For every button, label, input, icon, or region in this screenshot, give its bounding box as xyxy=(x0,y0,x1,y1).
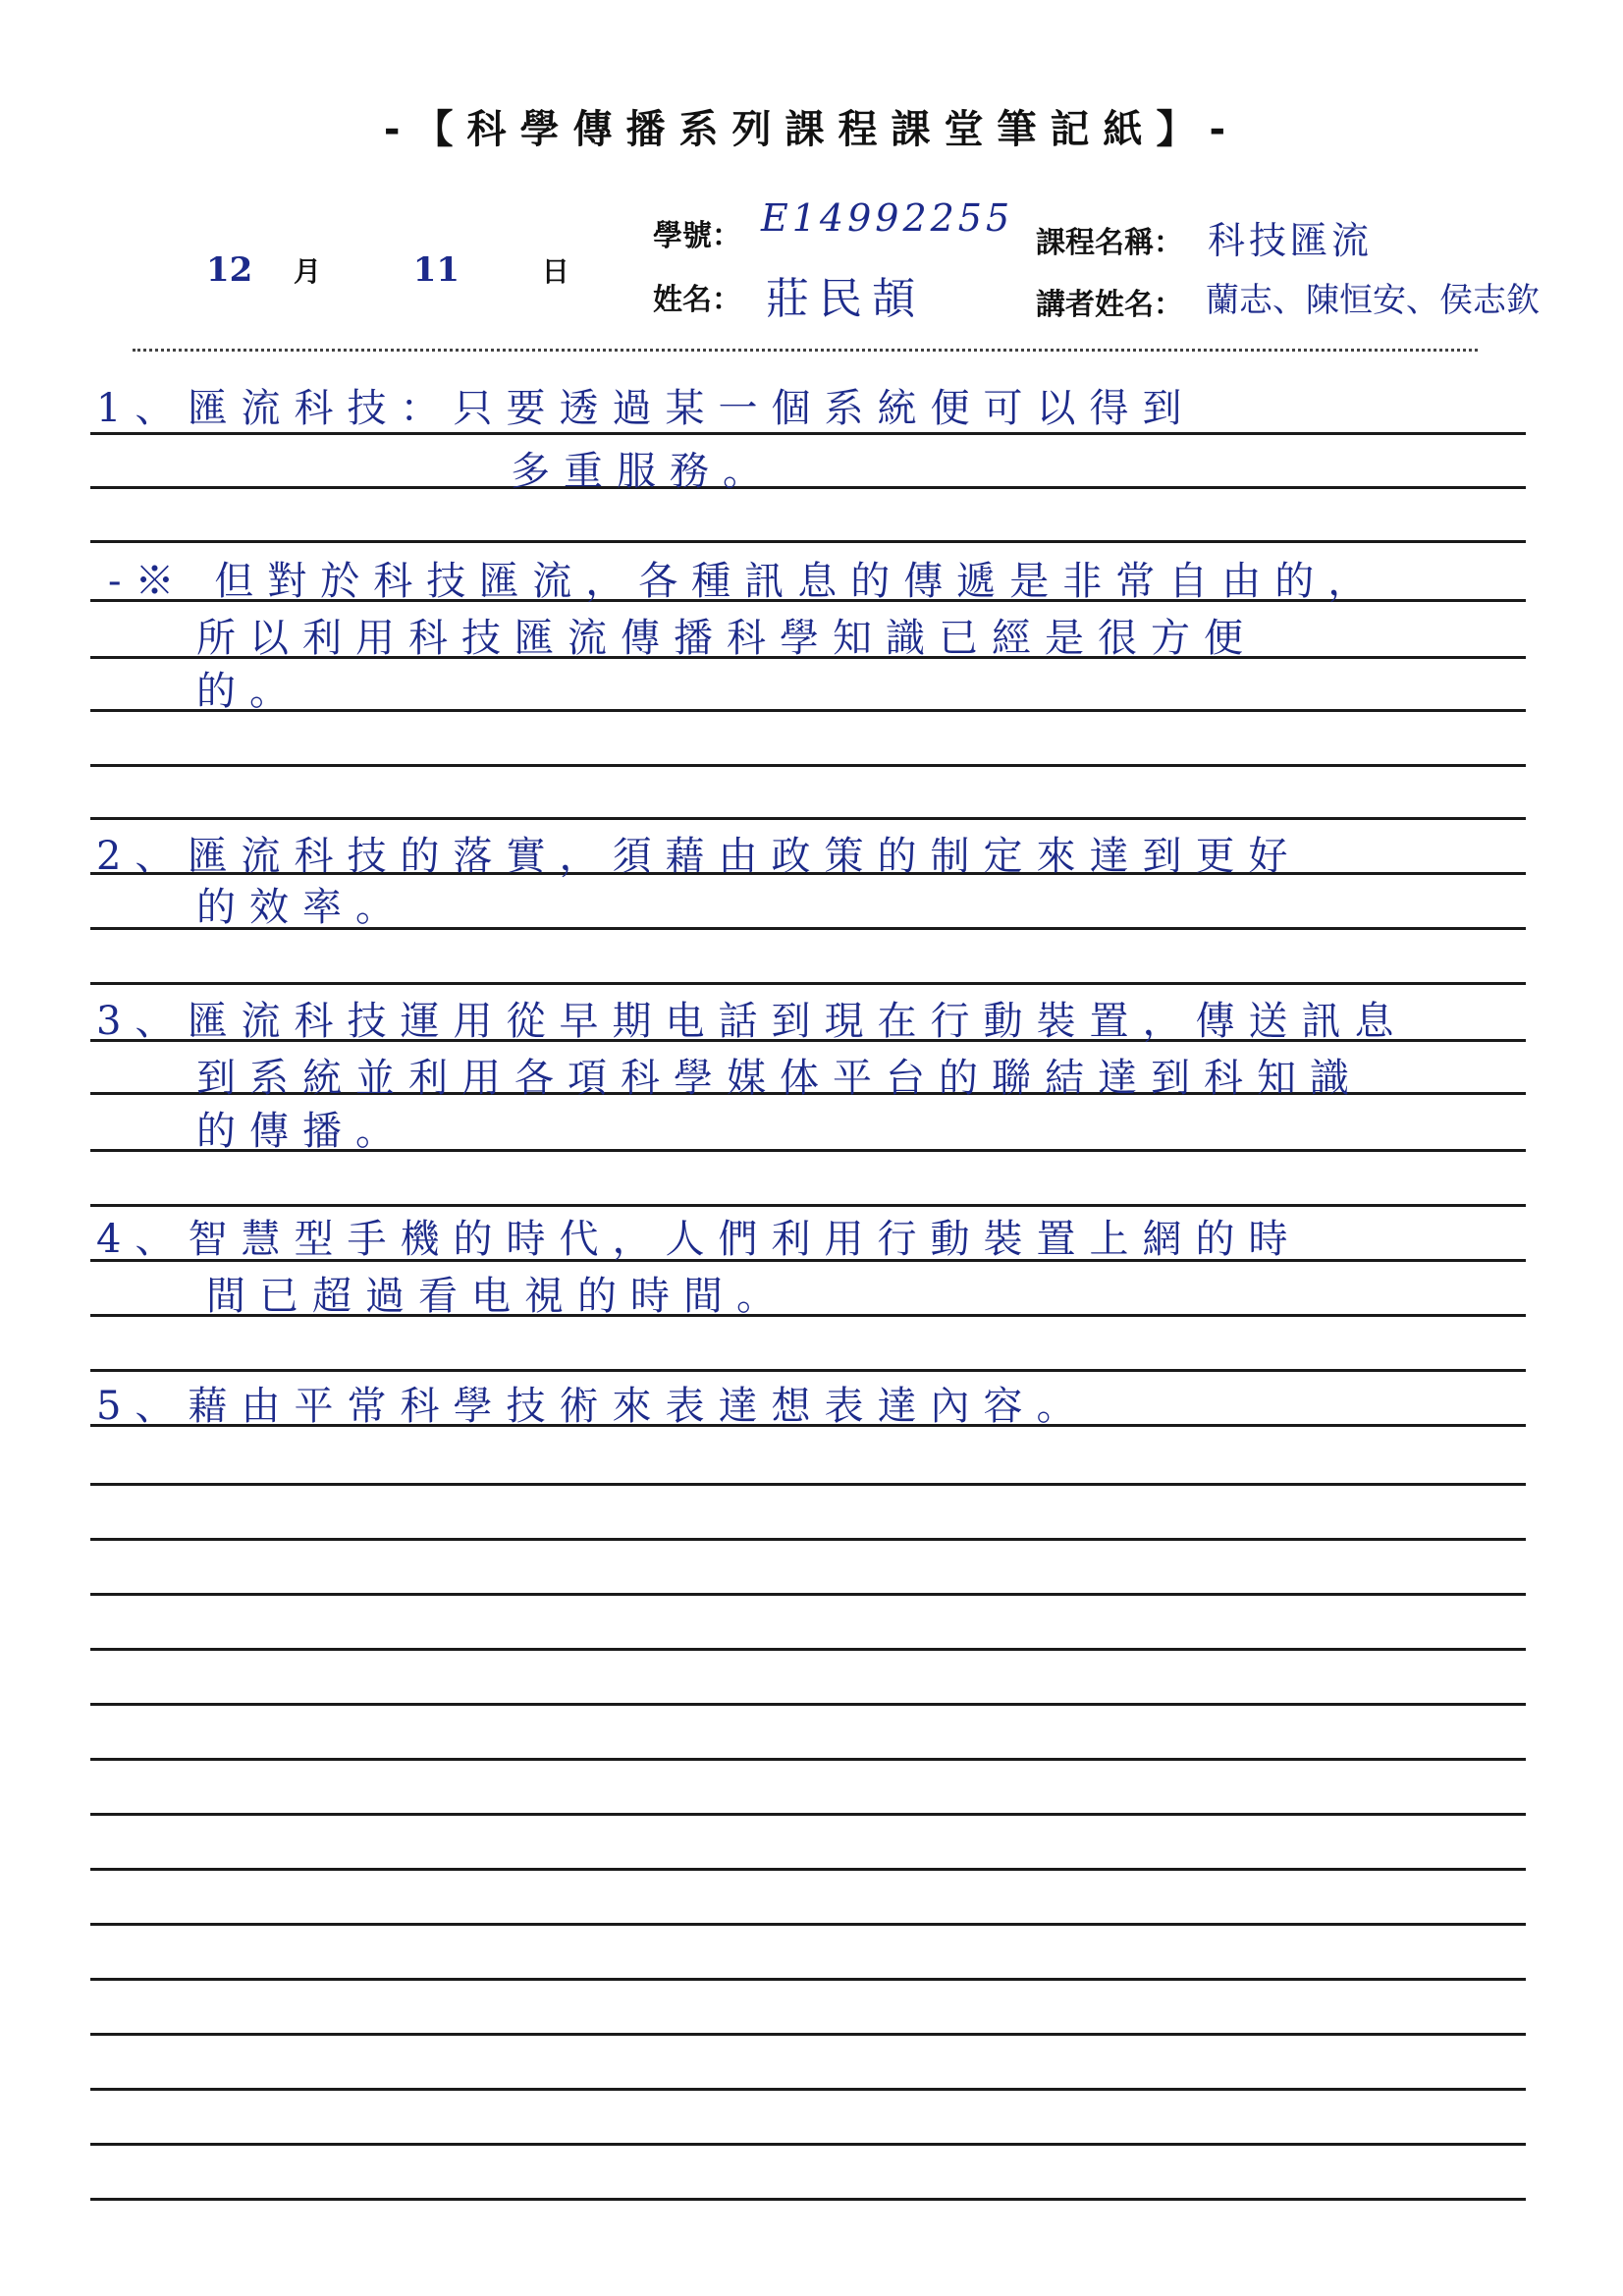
note-line: 3、匯流科技運用從早期电話到現在行動裝置，傳送訊息 xyxy=(96,999,1408,1044)
ruled-line xyxy=(90,982,1526,985)
note-line: 的。 xyxy=(196,669,302,714)
ruled-line xyxy=(90,764,1526,767)
ruled-line xyxy=(90,1648,1526,1651)
course-value: 科技匯流 xyxy=(1208,219,1374,262)
ruled-line xyxy=(90,817,1526,820)
ruled-line xyxy=(90,2198,1526,2201)
ruled-line xyxy=(90,1923,1526,1926)
ruled-line xyxy=(90,1369,1526,1372)
date-month-unit: 月 xyxy=(294,255,322,288)
ruled-line xyxy=(90,1758,1526,1761)
speaker-value: 蘭志、陳恒安、侯志欽 xyxy=(1206,281,1540,320)
ruled-line xyxy=(90,486,1526,489)
date-field xyxy=(206,250,569,290)
note-line: 4、智慧型手機的時代，人們利用行動裝置上網的時 xyxy=(96,1217,1302,1262)
note-line: 5、藉由平常科學技術來表達想表達內容。 xyxy=(96,1384,1090,1429)
note-line: 的效率。 xyxy=(196,885,408,930)
ruled-line xyxy=(90,2143,1526,2146)
ruled-line xyxy=(90,2033,1526,2036)
ruled-line xyxy=(90,1703,1526,1706)
note-line: 的傳播。 xyxy=(196,1109,408,1154)
note-line: 1、匯流科技：只要透過某一個系統便可以得到 xyxy=(96,386,1196,431)
ruled-line xyxy=(90,540,1526,543)
header-divider xyxy=(133,349,1478,352)
speaker-label: 講者姓名： xyxy=(1036,288,1183,322)
name-label: 姓名： xyxy=(653,283,741,317)
course-label: 課程名稱： xyxy=(1036,226,1183,260)
student-id-value: E14992255 xyxy=(761,196,1014,240)
ruled-line xyxy=(90,1593,1526,1596)
date-month: 12 xyxy=(206,250,253,290)
ruled-line xyxy=(90,1538,1526,1541)
ruled-line xyxy=(90,1868,1526,1871)
ruled-line xyxy=(90,2088,1526,2091)
note-line: 到系統並利用各項科學媒体平台的聯結達到科知識 xyxy=(196,1056,1363,1101)
note-line: 所以利用科技匯流傳播科學知識已經是很方便 xyxy=(196,616,1257,661)
ruled-line xyxy=(90,1483,1526,1486)
note-line: 2、匯流科技的落實，須藉由政策的制定來達到更好 xyxy=(96,834,1302,879)
date-day-unit: 日 xyxy=(541,255,569,288)
name-value: 莊民頡 xyxy=(766,274,925,324)
student-id-label: 學號： xyxy=(653,219,741,253)
note-line: 間已超過看电視的時間。 xyxy=(206,1274,789,1319)
page-title: -【科學傳播系列課程課堂筆記紙】- xyxy=(383,107,1240,152)
note-line: -※ 但對於科技匯流，各種訊息的傳遞是非常自由的， xyxy=(108,559,1381,604)
ruled-line xyxy=(90,1978,1526,1981)
date-day: 11 xyxy=(412,250,460,290)
ruled-line xyxy=(90,1813,1526,1816)
ruled-line xyxy=(90,1204,1526,1207)
ruled-line xyxy=(90,709,1526,712)
note-line: 多重服務。 xyxy=(511,449,776,494)
